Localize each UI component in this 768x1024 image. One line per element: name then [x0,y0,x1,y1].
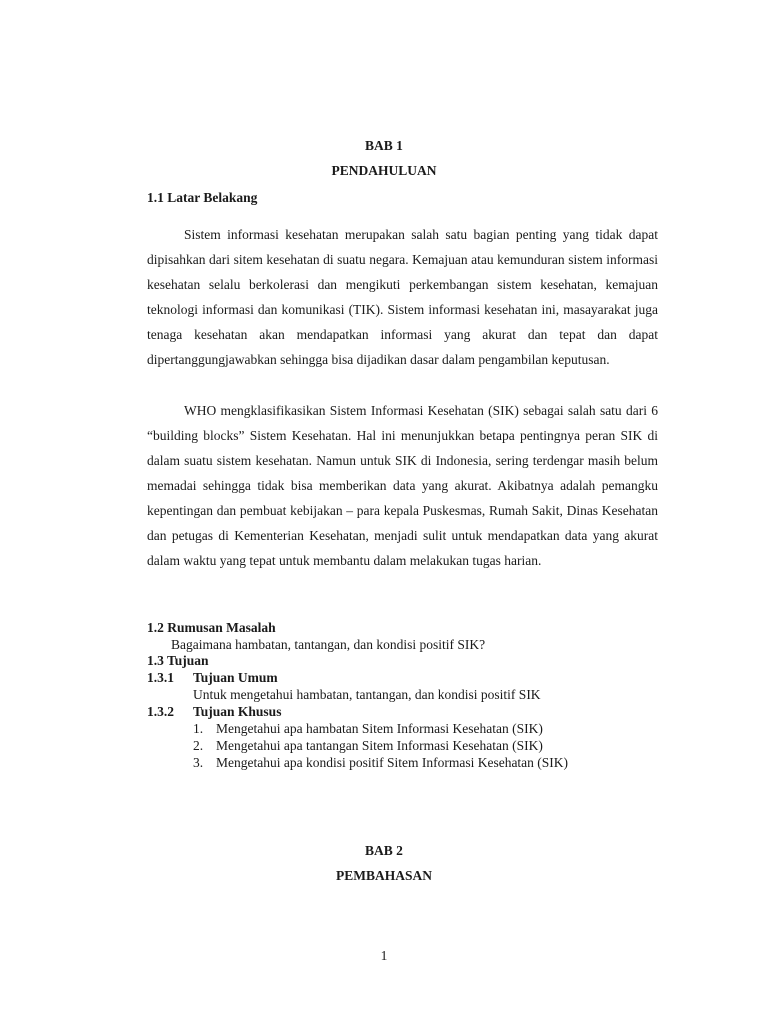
subsection-title-tujuan-khusus: Tujuan Khusus [193,704,282,719]
subsection-title-tujuan-umum: Tujuan Umum [193,670,278,685]
paragraph-latar-belakang-1: Sistem informasi kesehatan merupakan salah satu bagian penting yang tidak dapat dipisahkan dari sitem kesehatan di suatu negara. Kemajuan atau kemunduran sistem informasi kesehatan selalu berkolerasi dan mengikuti perkembangan sistem kesehatan, kemajuan teknologi informasi dan komunikasi (TIK). Sistem informasi kesehatan ini, masayarakat juga tenaga kesehatan akan mendapatkan informasi yang akurat dan tepat dan dapat dipertanggungjawabkan sehingga bisa dijadikan dasar dalam pengambilan keputusan. [147,227,658,367]
chapter-number-2: BAB 2 [365,843,403,858]
chapter-title: PENDAHULUAN [331,163,437,178]
list-item-text: Mengetahui apa hambatan Sitem Informasi Kesehatan (SIK) [216,721,543,736]
subsection-number-tujuan-khusus: 1.3.2 [147,704,174,719]
list-item-number: 1. [193,721,204,736]
subsection-number-tujuan-umum: 1.3.1 [147,670,174,685]
chapter-number: BAB 1 [365,138,403,153]
list-item-number: 2. [193,738,204,753]
page-number: 1 [380,948,388,963]
paragraph-latar-belakang-2: WHO mengklasifikasikan Sistem Informasi Kesehatan (SIK) sebagai salah satu dari 6 “building blocks” Sistem Kesehatan. Hal ini menunjukkan betapa pentingnya peran SIK di dalam suatu sistem kesehatan. Namun untuk SIK di Indonesia, sering terdengar masih belum memadai sehingga tidak bisa memberikan data yang akurat. Akibatnya adalah pemangku kepentingan dan pembuat kebijakan – para kepala Puskesmas, Rumah Sakit, Dinas Kesehatan dan petugas di Kementerian Kesehatan, menjadi sulit untuk mendapatkan data yang akurat dalam waktu yang tepat untuk membantu dalam melakukan tugas harian. [147,403,658,568]
chapter-title-2: PEMBAHASAN [335,868,432,883]
section-heading-latar-belakang: 1.1 Latar Belakang [147,190,258,205]
list-item-text: Mengetahui apa kondisi positif Sitem Informasi Kesehatan (SIK) [216,755,569,770]
section-heading-rumusan-masalah: 1.2 Rumusan Masalah [147,620,276,635]
section-heading-tujuan: 1.3 Tujuan [147,653,209,668]
list-item-number: 3. [193,755,204,770]
list-item-text: Mengetahui apa tantangan Sitem Informasi Kesehatan (SIK) [216,738,543,753]
rumusan-masalah-text: Bagaimana hambatan, tantangan, dan kondisi positif SIK? [171,637,486,652]
tujuan-umum-text: Untuk mengetahui hambatan, tantangan, dan kondisi positif SIK [193,687,541,702]
